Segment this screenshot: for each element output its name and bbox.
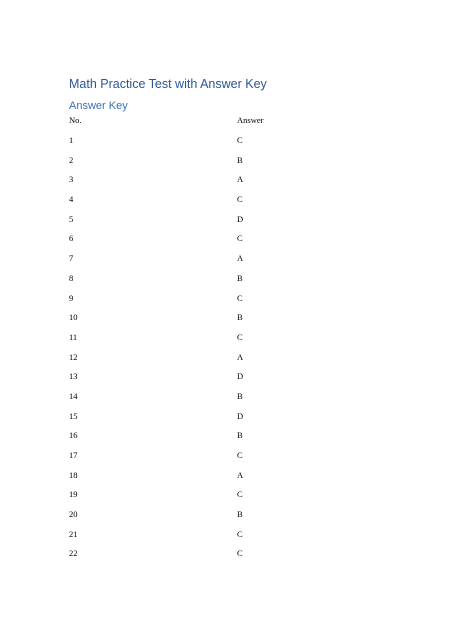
table-row [0, 252, 474, 272]
question-number: 7 [69, 253, 74, 264]
table-row [0, 232, 474, 252]
table-row [0, 508, 474, 528]
answer-letter: D [237, 371, 244, 382]
table-row [0, 410, 474, 430]
table-row [0, 331, 474, 351]
answer-letter: C [237, 194, 243, 205]
table-row [0, 173, 474, 193]
question-number: 6 [69, 233, 74, 244]
table-row [0, 469, 474, 489]
question-number: 19 [69, 489, 78, 500]
answer-letter: C [237, 528, 243, 539]
table-row [0, 488, 474, 508]
answer-letter: C [237, 331, 243, 342]
answer-letter: A [237, 253, 244, 264]
table-row [0, 370, 474, 390]
answer-letter: C [237, 135, 243, 145]
table-row [0, 528, 474, 548]
table-row [0, 351, 474, 371]
question-number: 3 [69, 174, 74, 185]
question-number: 2 [69, 154, 74, 165]
table-row [0, 154, 474, 174]
answer-letter: B [237, 154, 243, 165]
question-number: 14 [69, 390, 78, 401]
answer-letter: C [237, 292, 243, 303]
question-number: 12 [69, 351, 78, 362]
answer-letter: C [237, 548, 243, 559]
question-number: 18 [69, 469, 78, 480]
question-number: 21 [69, 528, 78, 539]
table-row [0, 272, 474, 292]
answer-letter: B [237, 509, 243, 520]
answer-letter: D [237, 213, 244, 224]
question-number: 20 [69, 509, 78, 520]
question-number: 15 [69, 410, 78, 421]
table-row [0, 292, 474, 312]
question-number: 16 [69, 430, 78, 441]
table-row [0, 547, 474, 567]
answer-letter: B [237, 430, 243, 441]
question-number: 22 [69, 548, 78, 559]
answer-letter: C [237, 489, 243, 500]
question-number: 13 [69, 371, 78, 382]
column-header-answer: Answer [237, 115, 264, 125]
answer-letter: A [237, 469, 244, 480]
table-row [0, 429, 474, 449]
table-row [0, 213, 474, 233]
question-number: 11 [69, 331, 78, 342]
answer-letter: B [237, 390, 243, 401]
answer-letter: A [237, 351, 244, 362]
answer-letter: B [237, 312, 243, 323]
column-header-number: No. [69, 115, 82, 125]
question-number: 4 [69, 194, 74, 205]
section-heading-answer-key: Answer Key [69, 100, 128, 112]
question-number: 9 [69, 292, 74, 303]
answer-letter: B [237, 272, 243, 283]
answer-letter: A [237, 174, 244, 185]
answer-letter: D [237, 410, 244, 421]
question-number: 5 [69, 213, 74, 224]
question-number: 10 [69, 312, 78, 323]
table-row [0, 193, 474, 213]
table-row [0, 390, 474, 410]
table-row [0, 311, 474, 331]
document-title: Math Practice Test with Answer Key [69, 77, 267, 91]
table-row [0, 134, 474, 154]
answer-letter: C [237, 450, 243, 460]
table-row [0, 449, 474, 469]
answer-key-table [0, 134, 474, 567]
question-number: 17 [69, 450, 78, 460]
question-number: 1 [69, 135, 74, 145]
question-number: 8 [69, 272, 74, 283]
answer-letter: C [237, 233, 243, 244]
